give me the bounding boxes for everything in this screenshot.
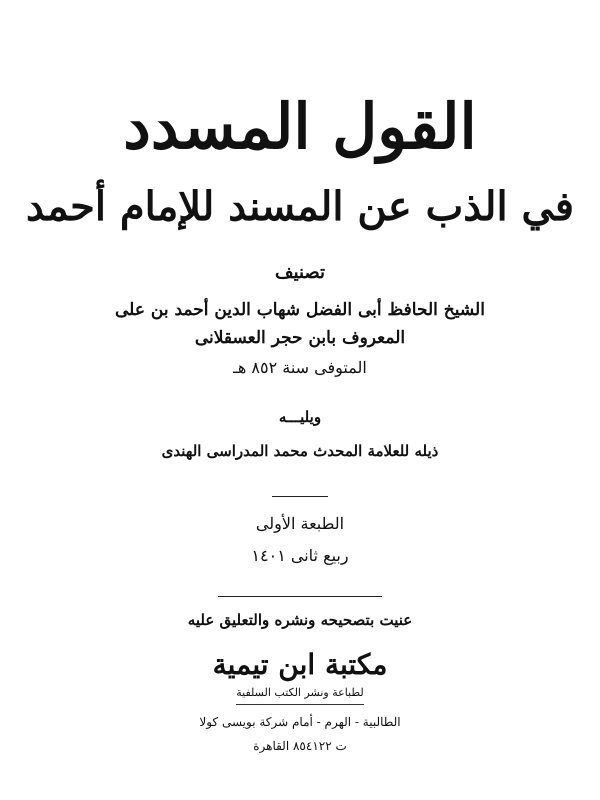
edition-date: ربيع ثانى ١٤٠١ <box>251 546 349 565</box>
followed-by-label: ويليـــه <box>278 408 322 426</box>
publisher-tagline: لطباعة ونشر الكتب السلفية <box>236 686 364 699</box>
book-subtitle: في الذب عن المسند للإمام أحمد <box>26 183 574 230</box>
book-title: القول المسدد <box>123 90 477 163</box>
publisher-address: الطالبية - الهرم - أمام شركة بويسى كولا <box>199 715 401 729</box>
divider <box>218 596 382 597</box>
author-known-as: المعروف بابن حجر العسقلانى <box>194 328 406 348</box>
appendix-line: ذيله للعلامة المحدث محمد المدراسى الهندى <box>161 442 439 460</box>
author-death-year: المتوفى سنة ٨٥٢ هـ <box>233 358 367 377</box>
compiled-label: تصنيف <box>274 262 326 283</box>
divider <box>272 496 328 497</box>
edition-label: الطبعة الأولى <box>255 514 345 533</box>
author-name: الشيخ الحافظ أبى الفضل شهاب الدين أحمد بن على <box>115 300 485 320</box>
publisher-name: مكتبة ابن تيمية <box>212 648 388 681</box>
publisher-divider <box>236 704 364 705</box>
publisher-phone: ت ٨٥٤١٢٢ القاهرة <box>253 739 347 753</box>
care-note: عنيت بتصحيحه ونشره والتعليق عليه <box>187 611 413 629</box>
